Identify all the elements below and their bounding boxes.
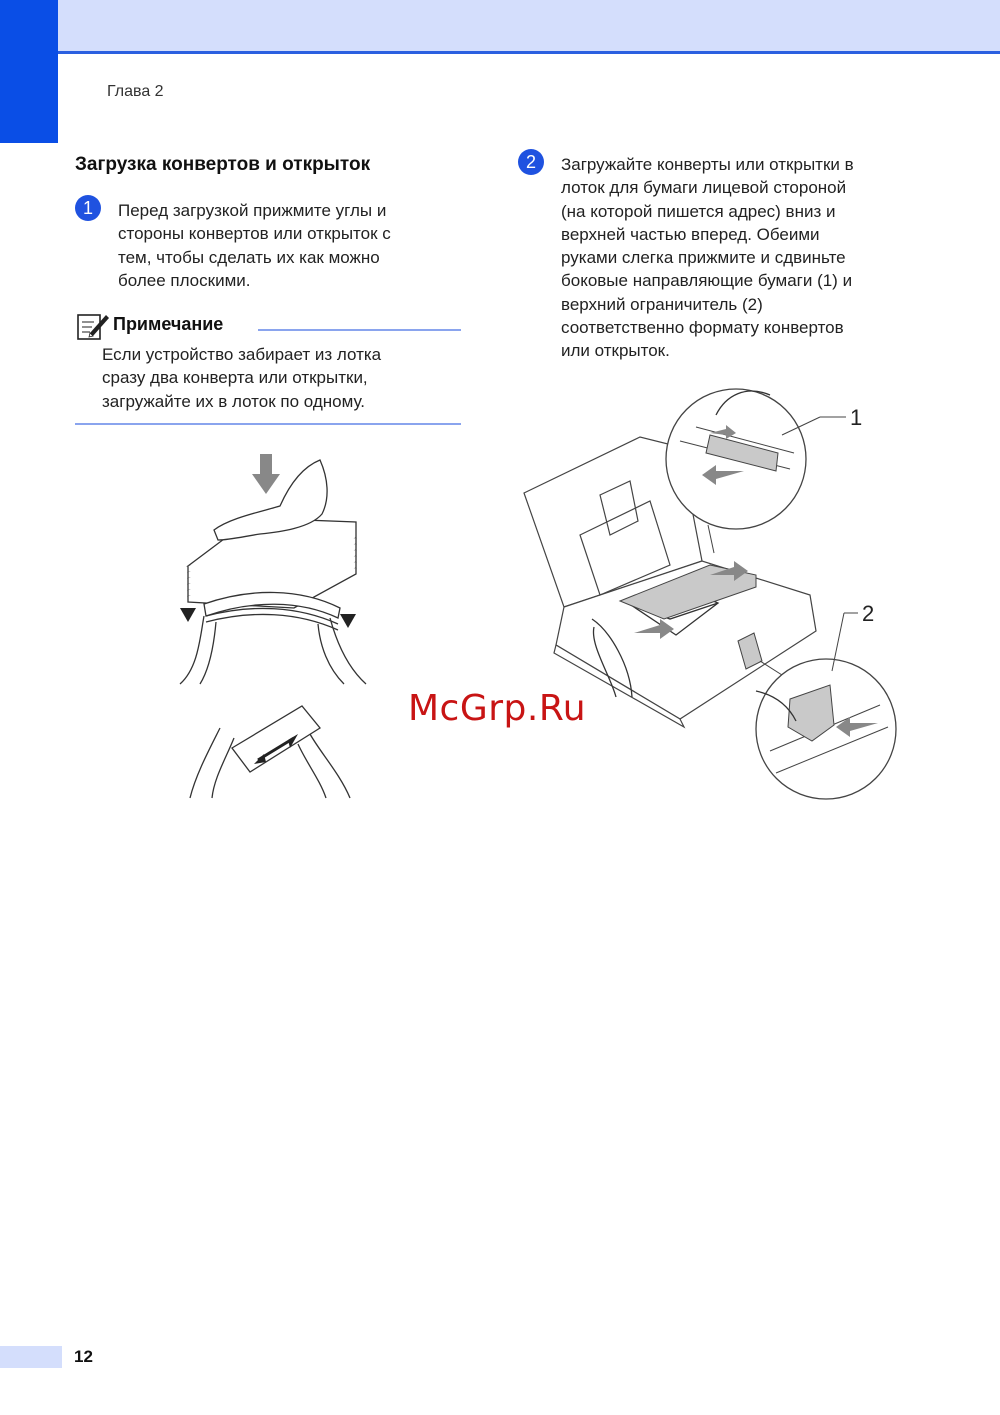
note-text: [102, 343, 381, 413]
envelope-folding: [232, 706, 320, 772]
step-2-line: или открыток.: [561, 341, 670, 361]
page-number: 12: [74, 1347, 93, 1366]
section-title: Загрузка конвертов и открыток: [75, 154, 371, 175]
step-2-line: руками слегка прижмите и сдвиньте: [561, 248, 846, 268]
step-2-badge: 2: [518, 149, 544, 175]
callout-2: 2: [862, 601, 875, 626]
callout-leader: [708, 525, 714, 553]
watermark-text: McGrp.Ru: [408, 688, 587, 729]
step-1-text: [118, 199, 391, 292]
envelope-bending: [204, 592, 340, 630]
footer-band: [0, 1346, 62, 1368]
step-2-line: Загружайте конверты или открытки в: [561, 155, 854, 174]
hand-left: [180, 616, 216, 684]
step-2-line: лоток для бумаги лицевой стороной: [561, 178, 847, 198]
chapter-tab: [0, 0, 58, 143]
chapter-label: Глава 2: [107, 83, 164, 100]
header-band: [0, 0, 1000, 52]
note-pencil-icon: [76, 311, 110, 341]
note-title: Примечание: [113, 314, 224, 334]
step-1-line: Перед загрузкой прижмите углы и: [118, 201, 387, 220]
note-line: Если устройство забирает из лотка: [102, 345, 382, 364]
hand-right: [318, 618, 366, 684]
zoom-circle-side-guide: [666, 389, 806, 529]
note-rule-bottom: [75, 423, 461, 425]
step-2-line: боковые направляющие бумаги (1) и: [561, 271, 853, 291]
step-1-badge: 1: [75, 195, 101, 221]
paper-tray-illustration: [520, 375, 900, 810]
envelope-flattening-illustration: [170, 448, 390, 818]
arrow-icon: [252, 454, 280, 494]
callout-leader: [760, 661, 782, 675]
step-2-text: [561, 153, 854, 363]
step-1-line: стороны конвертов или открыток с: [118, 224, 391, 244]
step-1-line: тем, чтобы сделать их как можно: [118, 247, 380, 267]
note-rule: [258, 329, 461, 331]
step-2-line: (на которой пишется адрес) вниз и: [561, 201, 836, 221]
header-rule: [58, 51, 1000, 54]
step-2-line: верхней частью вперед. Обеими: [561, 224, 820, 244]
note-line: сразу два конверта или открытки,: [102, 368, 368, 388]
callout-1: 1: [850, 405, 863, 430]
step-2-line: верхний ограничитель (2): [561, 294, 763, 314]
note-line: загружайте их в лоток по одному.: [102, 391, 366, 411]
step-2-line: соответственно формату конвертов: [561, 318, 844, 338]
step-1-line: более плоскими.: [118, 270, 251, 290]
zoom-circle-top-stop: [756, 659, 896, 799]
